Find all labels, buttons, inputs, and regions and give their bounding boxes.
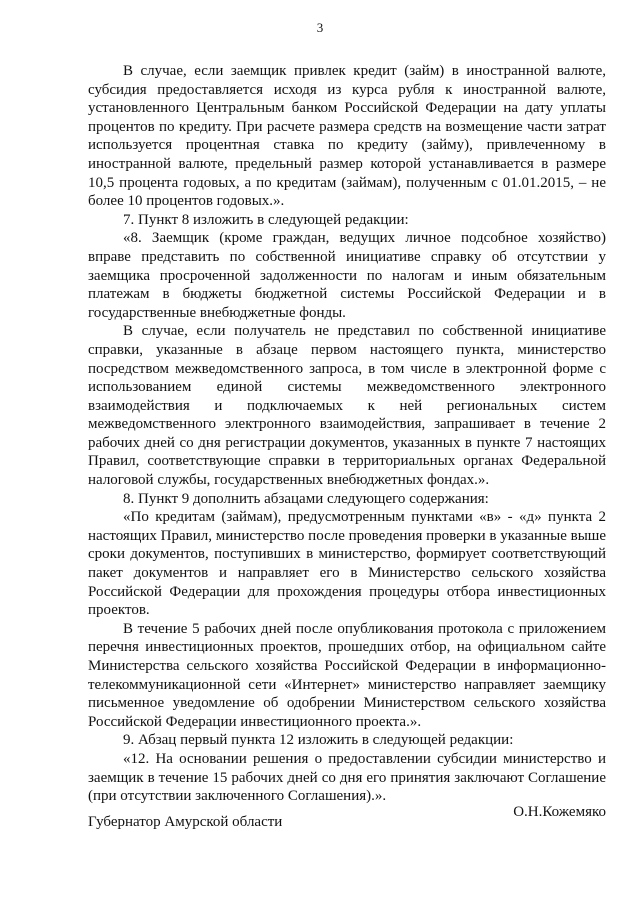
paragraph: В течение 5 рабочих дней после опубликования протокола с приложением перечня инвестиционных проектов, прошедших отбор, на официальном сайте Министерства сельского хозяйства Российской Федерации в информационно-телекоммуникационной сети «Интернет» министерство направляет заемщику письменное уведомление об одобрении Министерством сельского хозяйства Российской Федерации инвестиционного проекта.». [88, 620, 606, 730]
paragraph: «По кредитам (займам), предусмотренным пунктами «в» - «д» пункта 2 настоящих Правил, министерство после проведения проверки в указанные выше сроки документов, поступивших в министерство, формирует соответствующий пакет документов и направляет его в Министерство сельского хозяйства Российской Федерации для прохождения процедуры отбора инвестиционных проектов. [88, 509, 606, 619]
paragraph: 9. Абзац первый пункта 12 изложить в следующей редакции: [123, 732, 514, 749]
paragraph: В случае, если получатель не представил по собственной инициативе справки, указанные в абзаце первом настоящего пункта, министерство посредством межведомственного запроса, в том числе в электронной форме с использованием единой системы межведомственного электронного взаимодействия и подключаемых к ней региональных систем межведомственного электронного взаимодействия, запрашивает в течение 2 рабочих дней со дня регистрации документов, указанных в пункте 7 настоящих Правил, соответствующие справки в территориальных органах Федеральной налоговой службы, государственных внебюджетных фондах.». [88, 323, 606, 489]
signatory-name: О.Н.Кожемяко [513, 804, 606, 820]
paragraph: «12. На основании решения о предоставлении субсидии министерство и заемщик в течение 15 рабочих дней со дня его принятия заключают Соглашение (при отсутствии заключенного Соглашения).». [88, 750, 606, 805]
paragraph: 8. Пункт 9 дополнить абзацами следующего содержания: [123, 490, 489, 507]
page-number: 3 [316, 20, 324, 35]
paragraph: В случае, если заемщик привлек кредит (займ) в иностранной валюте, субсидия предоставляется исходя из курса рубля к иностранной валюте, установленного Центральным банком Российской Федерации на дату уплаты процентов по кредиту. При расчете размера средств на возмещение части затрат используется процентная ставка по кредиту (займу), привлеченному в иностранной валюте, предельный размер которой устанавливается в размере 10,5 процента годовых, а по кредитам (займам), полученным с 01.01.2015, – не более 10 процентов годовых.». [88, 63, 606, 210]
paragraph: 7. Пункт 8 изложить в следующей редакции: [123, 211, 409, 228]
signatory-position: Губернатор Амурской области [88, 814, 283, 830]
paragraph: «8. Заемщик (кроме граждан, ведущих личное подсобное хозяйство) вправе представить по собственной инициативе справку об отсутствии у заемщика просроченной задолженности по налогам и иным обязательным платежам в бюджеты бюджетной системы Российской Федерации и в государственные внебюджетные фонды. [88, 230, 606, 321]
document-body [88, 62, 606, 806]
